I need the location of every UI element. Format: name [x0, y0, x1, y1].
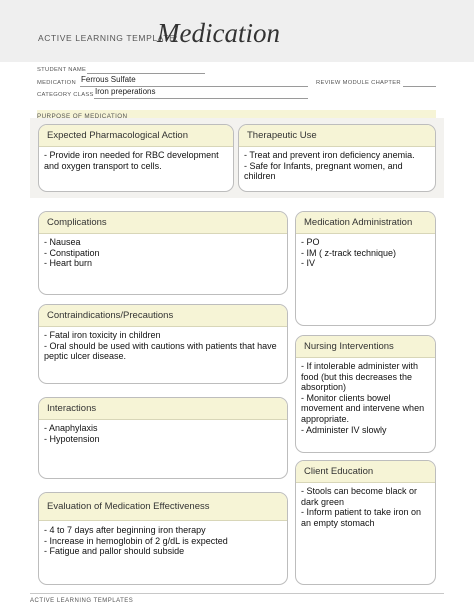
complications-box: [38, 211, 288, 295]
category-class-label: CATEGORY CLASS: [37, 92, 94, 98]
evaluation-line: - Increase in hemoglobin of 2 g/dL is expected: [44, 535, 228, 546]
expected-action-box: [38, 124, 234, 192]
purpose-label: PURPOSE OF MEDICATION: [37, 113, 128, 120]
nursing-interventions-line: food (but this decreases the: [301, 371, 413, 382]
footer-label: ACTIVE LEARNING TEMPLATES: [30, 598, 134, 604]
therapeutic-use-title: Therapeutic Use: [239, 125, 435, 147]
administration-title: Medication Administration: [296, 212, 435, 234]
evaluation-field[interactable]: [39, 521, 287, 557]
nursing-interventions-line: movement and intervene when: [301, 403, 425, 414]
review-module-label: REVIEW MODULE CHAPTER: [316, 80, 401, 86]
nursing-interventions-line: appropriate.: [301, 413, 350, 424]
nursing-interventions-field[interactable]: [296, 358, 435, 435]
administration-field[interactable]: [296, 234, 435, 269]
evaluation-line: - Fatigue and pallor should subside: [44, 546, 185, 557]
contraindications-title: Contraindications/Precautions: [39, 305, 287, 327]
therapeutic-use-line: - Treat and prevent iron deficiency anemia.: [244, 150, 415, 160]
administration-line: - IM ( z-track technique): [301, 247, 397, 258]
administration-line: - PO: [301, 237, 320, 247]
evaluation-line: - 4 to 7 days after beginning iron therapy: [44, 525, 206, 535]
complications-field[interactable]: [39, 234, 287, 269]
footer-divider: [30, 593, 444, 594]
expected-action-line: - Provide iron needed for RBC development: [44, 150, 219, 160]
nursing-interventions-title: Nursing Interventions: [296, 336, 435, 358]
nursing-interventions-box: [295, 335, 436, 453]
therapeutic-use-line: children: [244, 171, 276, 182]
category-class-field[interactable]: Iron preperations: [95, 87, 156, 96]
administration-box: [295, 211, 436, 326]
interactions-line: - Anaphylaxis: [44, 423, 98, 433]
page-title: Medication: [157, 18, 280, 48]
interactions-field[interactable]: [39, 420, 287, 444]
interactions-title: Interactions: [39, 398, 287, 420]
interactions-line: - Hypotension: [44, 433, 100, 444]
nursing-interventions-line: - If intolerable administer with: [301, 361, 419, 371]
complications-line: - Nausea: [44, 237, 81, 247]
client-education-line: - Stools can become black or: [301, 486, 418, 496]
complications-line: - Heart burn: [44, 258, 93, 269]
administration-line: - IV: [301, 258, 316, 269]
student-name-label: STUDENT NAME: [37, 67, 87, 73]
template-label: ACTIVE LEARNING TEMPLATE:: [38, 33, 179, 43]
medication-label: MEDICATION: [37, 80, 76, 86]
evaluation-title: Evaluation of Medication Effectiveness: [39, 493, 287, 521]
expected-action-line: and oxygen transport to cells.: [44, 160, 162, 171]
review-module-line: [403, 86, 436, 87]
contraindications-line: - Fatal iron toxicity in children: [44, 330, 161, 340]
category-class-line: [94, 98, 308, 99]
interactions-box: [38, 397, 288, 479]
client-education-line: - Inform patient to take iron on: [301, 507, 422, 518]
nursing-interventions-line: - Monitor clients bowel: [301, 392, 391, 403]
medication-field[interactable]: Ferrous Sulfate: [81, 75, 136, 84]
client-education-line: an empty stomach: [301, 517, 375, 528]
client-education-line: dark green: [301, 496, 345, 507]
contraindications-line: peptic ulcer disease.: [44, 351, 127, 362]
student-name-line: [87, 73, 205, 74]
client-education-box: [295, 460, 436, 585]
therapeutic-use-field[interactable]: [239, 147, 435, 182]
client-education-title: Client Education: [296, 461, 435, 483]
therapeutic-use-box: [238, 124, 436, 192]
client-education-field[interactable]: [296, 483, 435, 528]
complications-title: Complications: [39, 212, 287, 234]
contraindications-line: - Oral should be used with cautions with patients that have: [44, 340, 277, 351]
contraindications-field[interactable]: [39, 327, 287, 362]
expected-action-title: Expected Pharmacological Action: [39, 125, 233, 147]
contraindications-box: [38, 304, 288, 384]
therapeutic-use-line: - Safe for Infants, pregnant women, and: [244, 160, 403, 171]
evaluation-box: [38, 492, 288, 585]
nursing-interventions-line: absorption): [301, 382, 347, 393]
nursing-interventions-line: - Administer IV slowly: [301, 424, 387, 435]
complications-line: - Constipation: [44, 247, 100, 258]
expected-action-field[interactable]: [39, 147, 233, 171]
